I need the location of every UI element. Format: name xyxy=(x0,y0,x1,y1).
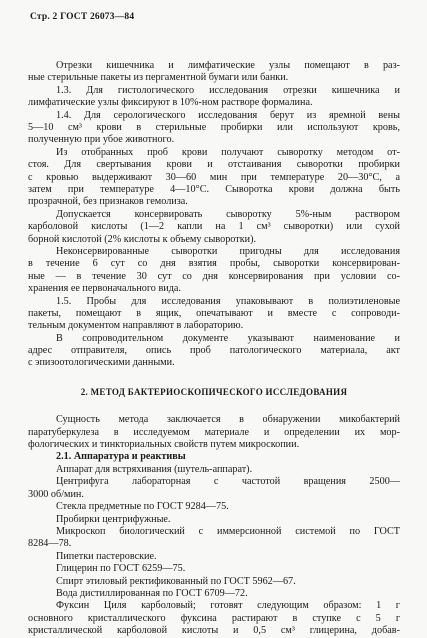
page-header: Стр. 2 ГОСТ 26073—84 xyxy=(30,12,135,22)
text-line: затем при температуре 4—10°С. Сыворотка крови должна быть xyxy=(28,183,400,195)
text-line: борной кислотой (2% кислоты к объему сыворотки). xyxy=(28,233,257,245)
text-line: Пипетки пастеровские. xyxy=(56,550,157,562)
text-line: хранения ее первоначального вида. xyxy=(28,283,181,295)
text-line: Глицерин по ГОСТ 6259—75. xyxy=(56,563,186,575)
text-line: карболовой кислоты (1—2 капли на 1 см³ сыворотки) или сухой xyxy=(28,221,400,233)
text-line: Пробирки центрифужные. xyxy=(56,513,171,525)
text-line: 2.1. Аппаратура и реактивы xyxy=(56,451,186,463)
section-1-text xyxy=(28,60,400,370)
text-line: Сущность метода заключается в обнаружении микобактерий xyxy=(56,414,400,426)
text-line: с кровью выдерживают 30—60 мин при температуре 20—30°С, а xyxy=(28,171,400,183)
text-line: Спирт этиловый ректификованный по ГОСТ 5962—67. xyxy=(56,575,296,587)
text-line: Аппарат для встряхивания (шутель-аппарат). xyxy=(56,463,253,475)
section-2-text xyxy=(28,414,400,637)
text-line: Вода дистиллированная по ГОСТ 6709—72. xyxy=(56,587,248,599)
text-line: кристаллической карболовой кислоты и 0,5 см³ глицерина, добав- xyxy=(28,625,400,637)
text-line: лимфатические узлы фиксируют в 10%-ном растворе формалина. xyxy=(28,97,313,109)
text-line: паратуберкулеза в исследуемом материале и определении их мор- xyxy=(28,426,400,438)
text-line: адрес отправителя, опись проб патологического материала, акт xyxy=(28,345,400,357)
text-line: Отрезки кишечника и лимфатические узлы помещают в раз- xyxy=(56,60,400,71)
text-line: 3000 об/мин. xyxy=(28,488,84,500)
text-line: стоя. Для свертывания крови и отстаивания сыворотки пробирки xyxy=(28,159,400,171)
text-line: Фуксин Циля карболовый; готовят следующим образом: 1 г xyxy=(56,600,400,612)
text-line: с эпизоотологическими данными. xyxy=(28,357,175,369)
text-line: 5—10 см³ крови в стерильные пробирки или используют кровь, xyxy=(28,121,400,133)
document-body xyxy=(28,60,400,638)
text-line: основного кристаллического фуксина растирают в ступке с 5 г xyxy=(28,612,400,624)
text-line: фологических и тинкториальных свойств путем микроскопии. xyxy=(28,439,300,451)
text-line: Центрифуга лабораторная с частотой вращения 2500— xyxy=(56,476,400,488)
text-line: ные стерильные пакеты из пергаментной бумаги или банки. xyxy=(28,72,289,84)
text-line: полученную при убое животного. xyxy=(28,134,175,146)
text-line: 8284—78. xyxy=(28,538,72,550)
text-line: Микроскоп биологический с иммерсионной системой по ГОСТ xyxy=(56,525,400,537)
text-line: В сопроводительном документе указывают наименование и xyxy=(56,332,400,344)
text-line: 1.4. Для серологического исследования берут из яремной вены xyxy=(56,109,400,121)
text-line: прозрачной, без признаков гемолиза. xyxy=(28,196,188,208)
text-line: Из отобранных проб крови получают сыворотку методом от- xyxy=(56,146,400,158)
text-line: ные — в течение 30 сут со дня консервирования при условии со- xyxy=(28,270,400,282)
text-line: Неконсервированные сыворотки пригодны для исследования xyxy=(56,245,400,257)
section-2-heading: 2. МЕТОД БАКТЕРИОСКОПИЧЕСКОГО ИССЛЕДОВАНИЯ xyxy=(80,386,348,397)
text-line: 1.5. Пробы для исследования упаковывают в полиэтиленовые xyxy=(56,295,400,307)
text-line: пакеты, помещают в ящик, опечатывают и вместе с сопроводи- xyxy=(28,307,400,319)
text-line: Стекла предметные по ГОСТ 9284—75. xyxy=(56,501,229,513)
text-line: 1.3. Для гистологического исследования отрезки кишечника и xyxy=(56,84,400,96)
text-line: в течение 6 сут со дня взятия пробы, сыворотки консервирован- xyxy=(28,258,400,270)
text-line: Допускается консервировать сыворотку 5%-ным раствором xyxy=(56,208,400,220)
text-line: тельным документом направляют в лабораторию. xyxy=(28,320,244,332)
